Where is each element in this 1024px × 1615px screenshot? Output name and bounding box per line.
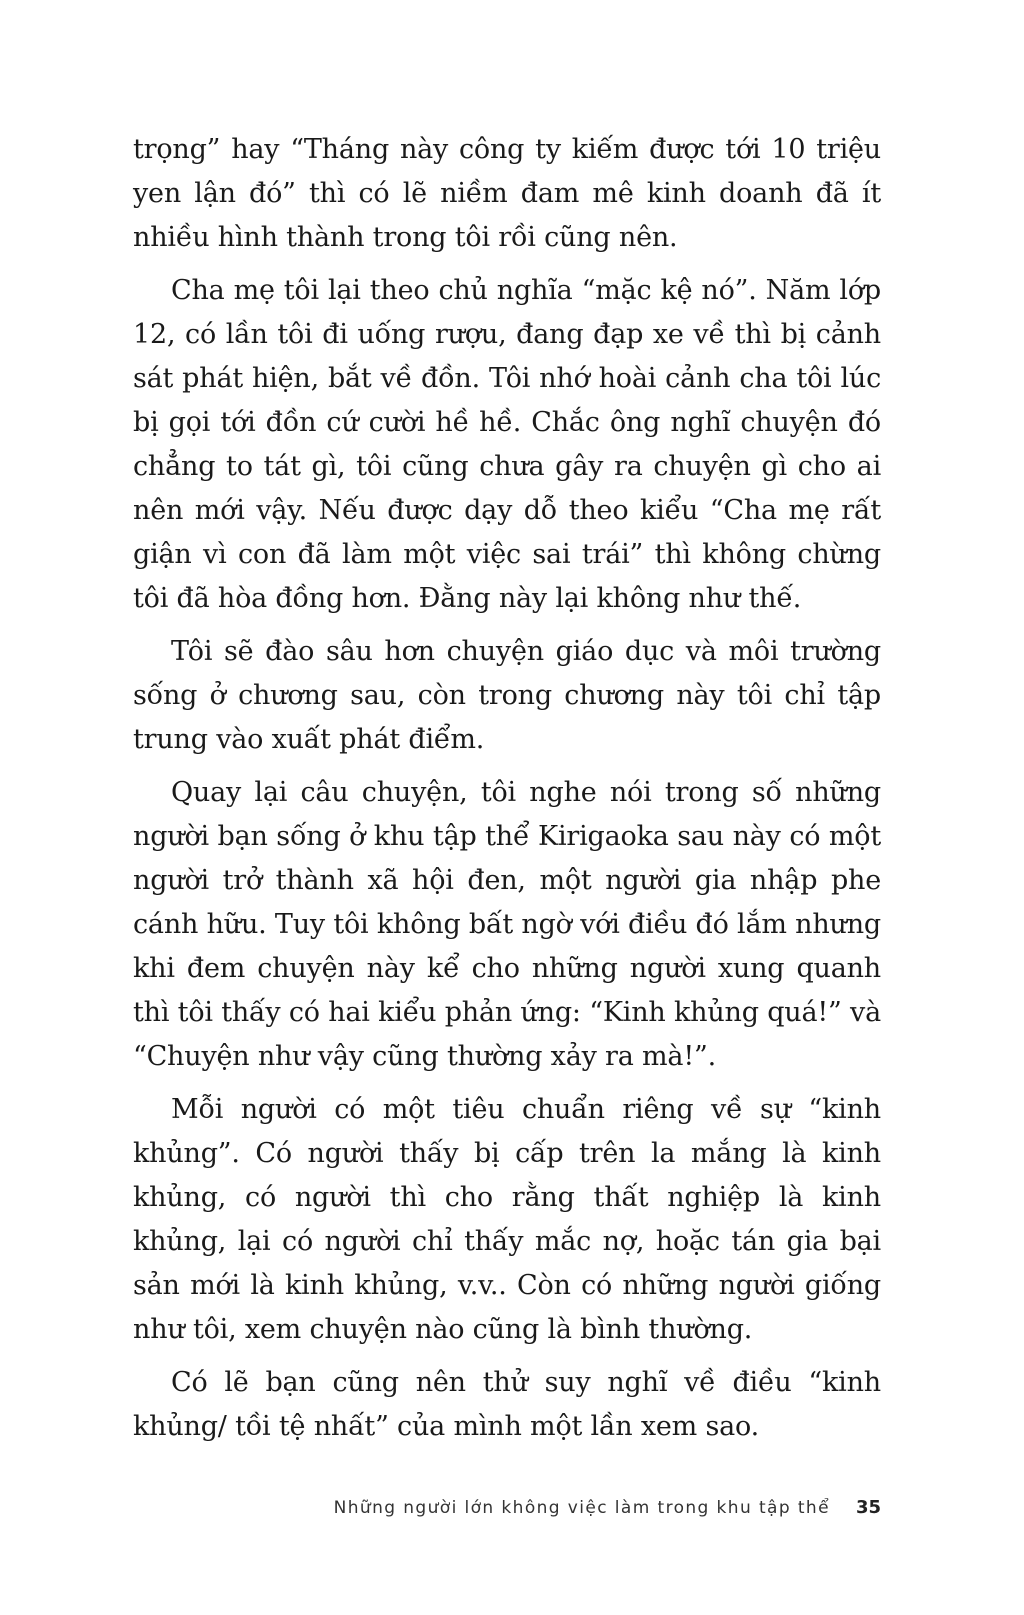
paragraph-4: Quay lại câu chuyện, tôi nghe nói trong số những người bạn sống ở khu tập thể Kirigaoka sau này có một người trở thành xã hội đen, một người gia nhập phe cánh hữu. Tuy tôi không bất ngờ với điều đó lắm nhưng khi đem chuyện này kể cho những người xung quanh thì tôi thấy có hai kiểu phản ứng: “Kinh khủng quá!” và “Chuyện như vậy cũng thường xảy ra mà!”. (133, 777, 882, 1072)
paragraph-5: Mỗi người có một tiêu chuẩn riêng về sự “kinh khủng”. Có người thấy bị cấp trên la mắng là kinh khủng, có người thì cho rằng thất nghiệp là kinh khủng, lại có người chỉ thấy mắc nợ, hoặc tán gia bại sản mới là kinh khủng, v.v.. Còn có những người giống như tôi, xem chuyện nào cũng là bình thường. (133, 1094, 881, 1345)
running-title: Những người lớn không việc làm trong khu tập thể (333, 1498, 830, 1518)
paragraph-1: trọng” hay “Tháng này công ty kiếm được tới 10 triệu yen lận đó” thì có lẽ niềm đam mê kinh doanh đã ít nhiều hình thành trong tôi rồi cũng nên. (133, 134, 881, 253)
page-number: 35 (855, 1497, 881, 1518)
paragraph-6: Có lẽ bạn cũng nên thử suy nghĩ về điều “kinh khủng/ tồi tệ nhất” của mình một lần xem sao. (133, 1367, 881, 1442)
page-footer (133, 1497, 881, 1518)
paragraph-3: Tôi sẽ đào sâu hơn chuyện giáo dục và môi trường sống ở chương sau, còn trong chương này tôi chỉ tập trung vào xuất phát điểm. (133, 636, 881, 755)
body-text (133, 128, 881, 1458)
paragraph-2: Cha mẹ tôi lại theo chủ nghĩa “mặc kệ nó”. Năm lớp 12, có lần tôi đi uống rượu, đang đạp xe về thì bị cảnh sát phát hiện, bắt về đồn. Tôi nhớ hoài cảnh cha tôi lúc bị gọi tới đồn cứ cười hề hề. Chắc ông nghĩ chuyện đó chẳng to tát gì, tôi cũng chưa gây ra chuyện gì cho ai nên mới vậy. Nếu được dạy dỗ theo kiểu “Cha mẹ rất giận vì con đã làm một việc sai trái” thì không chừng tôi đã hòa đồng hơn. Đằng này lại không như thế. (133, 275, 881, 614)
